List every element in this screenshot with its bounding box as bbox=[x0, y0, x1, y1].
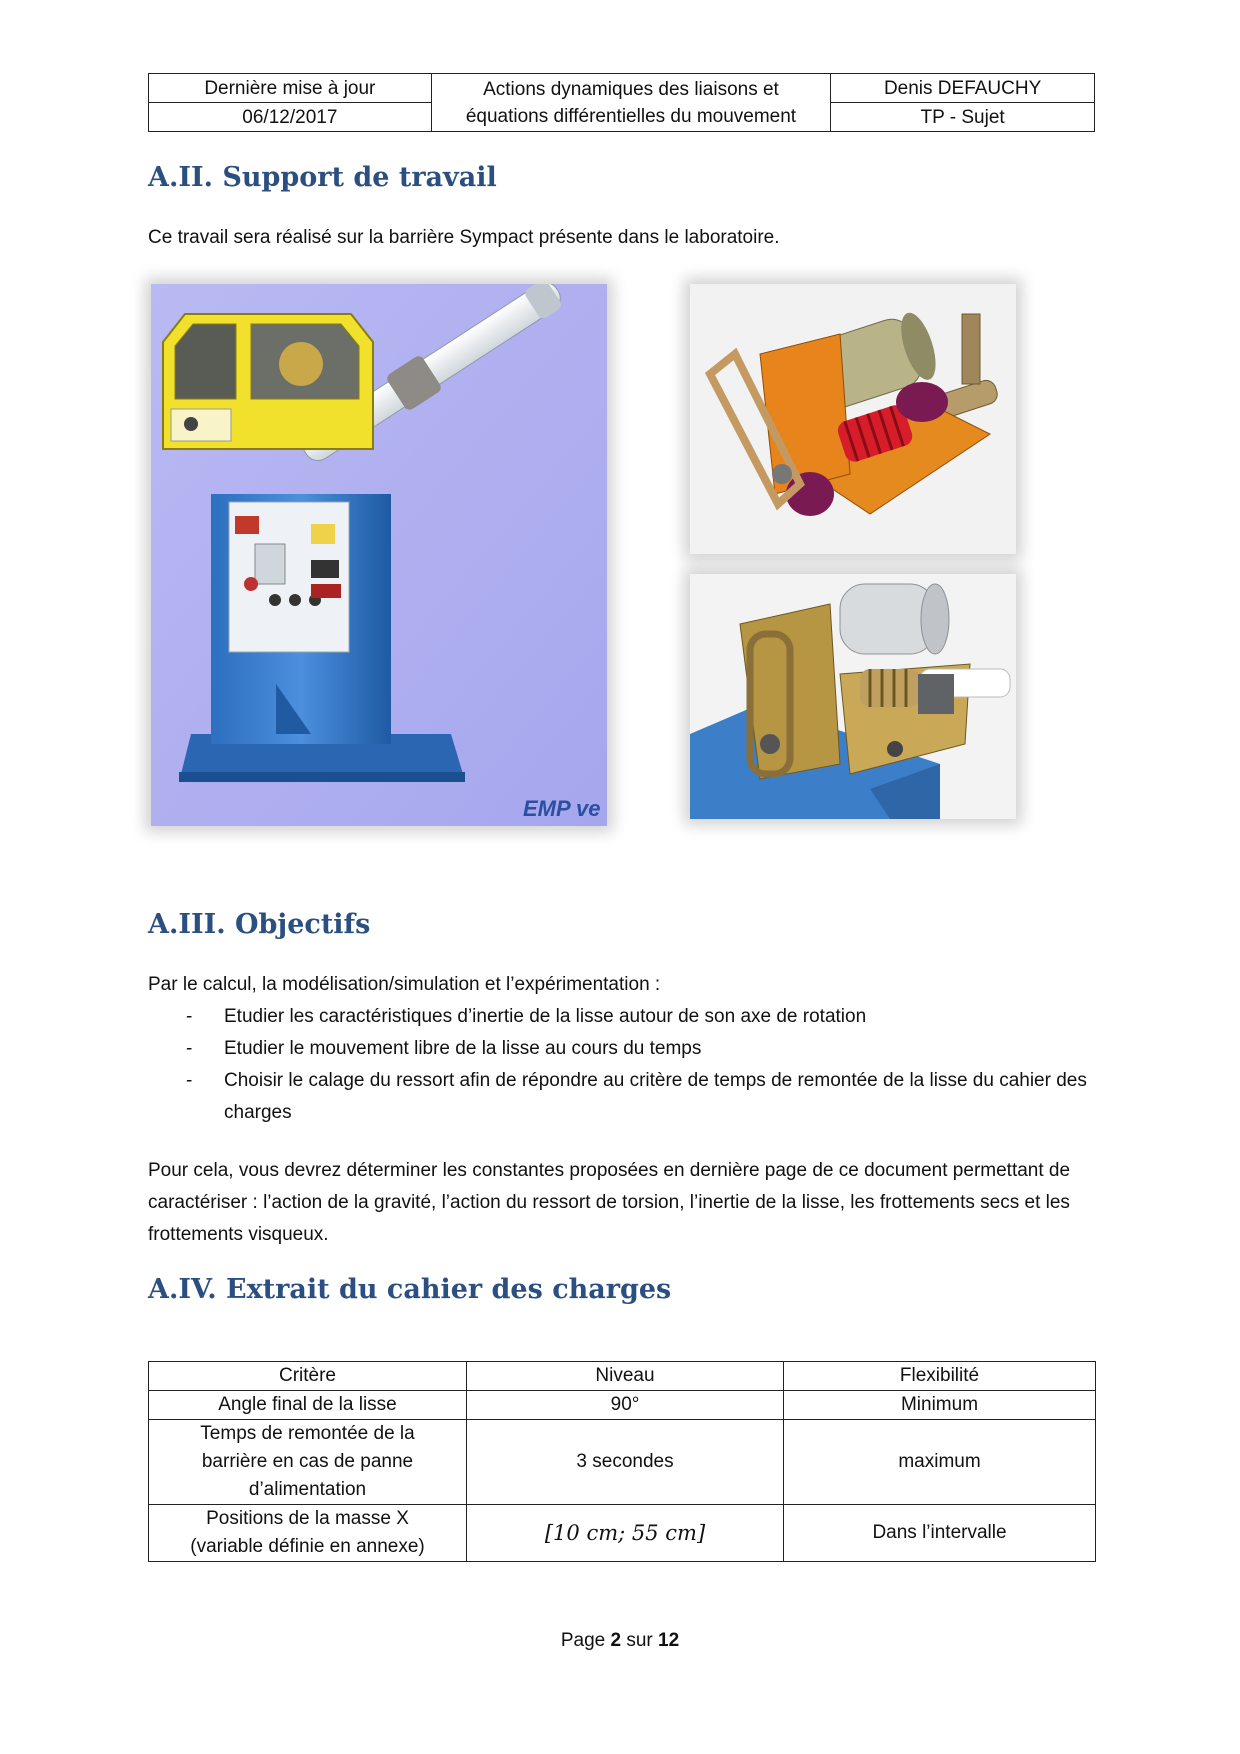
cad-model-image bbox=[690, 284, 1016, 554]
table-cell: Angle final de la lisse bbox=[149, 1391, 467, 1420]
bullet-dash: - bbox=[186, 1006, 193, 1027]
doc-type: TP - Sujet bbox=[831, 103, 1095, 132]
header-table bbox=[148, 73, 1095, 132]
specifications-table bbox=[148, 1361, 1096, 1562]
photo-watermark: EMP ve bbox=[523, 796, 601, 821]
list-item-text: Choisir le calage du ressort afin de répondre au critère de temps de remontée de la lisse du cahier des charges bbox=[224, 1070, 1087, 1123]
cad-model-illustration bbox=[690, 284, 1016, 554]
update-date: 06/12/2017 bbox=[149, 103, 432, 132]
barrier-illustration bbox=[151, 284, 607, 826]
heading-cdc: A.IV. Extrait du cahier des charges bbox=[148, 1274, 672, 1305]
support-text: Ce travail sera réalisé sur la barrière Sympact présente dans le laboratoire. bbox=[148, 227, 780, 248]
column-header: Critère bbox=[149, 1362, 467, 1391]
column-header: Flexibilité bbox=[784, 1362, 1096, 1391]
document-title-line2: équations différentielles du mouvement bbox=[465, 105, 797, 127]
author: Denis DEFAUCHY bbox=[831, 74, 1095, 103]
bullet-dash: - bbox=[186, 1038, 193, 1059]
table-header-row bbox=[149, 1362, 1096, 1391]
footer-middle: sur bbox=[621, 1630, 659, 1651]
table-cell: [10 cm; 55 cm] bbox=[467, 1505, 784, 1562]
table-cell: maximum bbox=[784, 1420, 1096, 1505]
table-cell bbox=[149, 1505, 467, 1562]
page-footer bbox=[0, 1630, 1240, 1652]
heading-objectifs: A.III. Objectifs bbox=[148, 909, 371, 940]
heading-support: A.II. Support de travail bbox=[148, 162, 497, 193]
table-row bbox=[149, 1505, 1096, 1562]
document-title bbox=[431, 74, 831, 132]
cell-line: (variable définie en annexe) bbox=[190, 1536, 425, 1557]
column-header: Niveau bbox=[467, 1362, 784, 1391]
list-item bbox=[148, 1033, 1093, 1065]
table-cell: Minimum bbox=[784, 1391, 1096, 1420]
footer-prefix: Page bbox=[560, 1630, 611, 1651]
cell-line: Temps de remontée de la bbox=[200, 1423, 415, 1444]
cell-line: barrière en cas de panne bbox=[201, 1451, 414, 1472]
list-item-text: Etudier les caractéristiques d’inertie de la lisse autour de son axe de rotation bbox=[224, 1006, 867, 1027]
objectifs-intro: Par le calcul, la modélisation/simulation et l’expérimentation : bbox=[148, 974, 661, 995]
page-number: 2 bbox=[610, 1630, 622, 1651]
mechanism-illustration bbox=[690, 574, 1016, 819]
cell-line: d’alimentation bbox=[248, 1479, 367, 1500]
table-cell: 3 secondes bbox=[467, 1420, 784, 1505]
objectifs-conclusion: Pour cela, vous devrez déterminer les constantes proposées en dernière page de ce document permettant de caractériser : l’action de la gravité, l’action du ressort de torsion, l’inertie de la lisse, les frottements secs et les frottements visqueux. bbox=[148, 1160, 1071, 1245]
list-item bbox=[148, 1065, 1093, 1129]
objectifs-list bbox=[148, 1001, 1093, 1129]
table-cell bbox=[149, 1420, 467, 1505]
bullet-dash: - bbox=[186, 1070, 193, 1091]
cell-line: Positions de la masse X bbox=[206, 1508, 409, 1529]
barrier-photo bbox=[151, 284, 607, 826]
table-row bbox=[149, 1420, 1096, 1505]
page-total: 12 bbox=[658, 1630, 680, 1651]
document-title-line1: Actions dynamiques des liaisons et bbox=[483, 78, 779, 100]
mechanism-photo bbox=[690, 574, 1016, 819]
list-item bbox=[148, 1001, 1093, 1033]
list-item-text: Etudier le mouvement libre de la lisse au cours du temps bbox=[224, 1038, 702, 1059]
table-cell: 90° bbox=[467, 1391, 784, 1420]
table-row bbox=[149, 1391, 1096, 1420]
table-cell: Dans l’intervalle bbox=[784, 1505, 1096, 1562]
update-label: Dernière mise à jour bbox=[149, 74, 432, 103]
